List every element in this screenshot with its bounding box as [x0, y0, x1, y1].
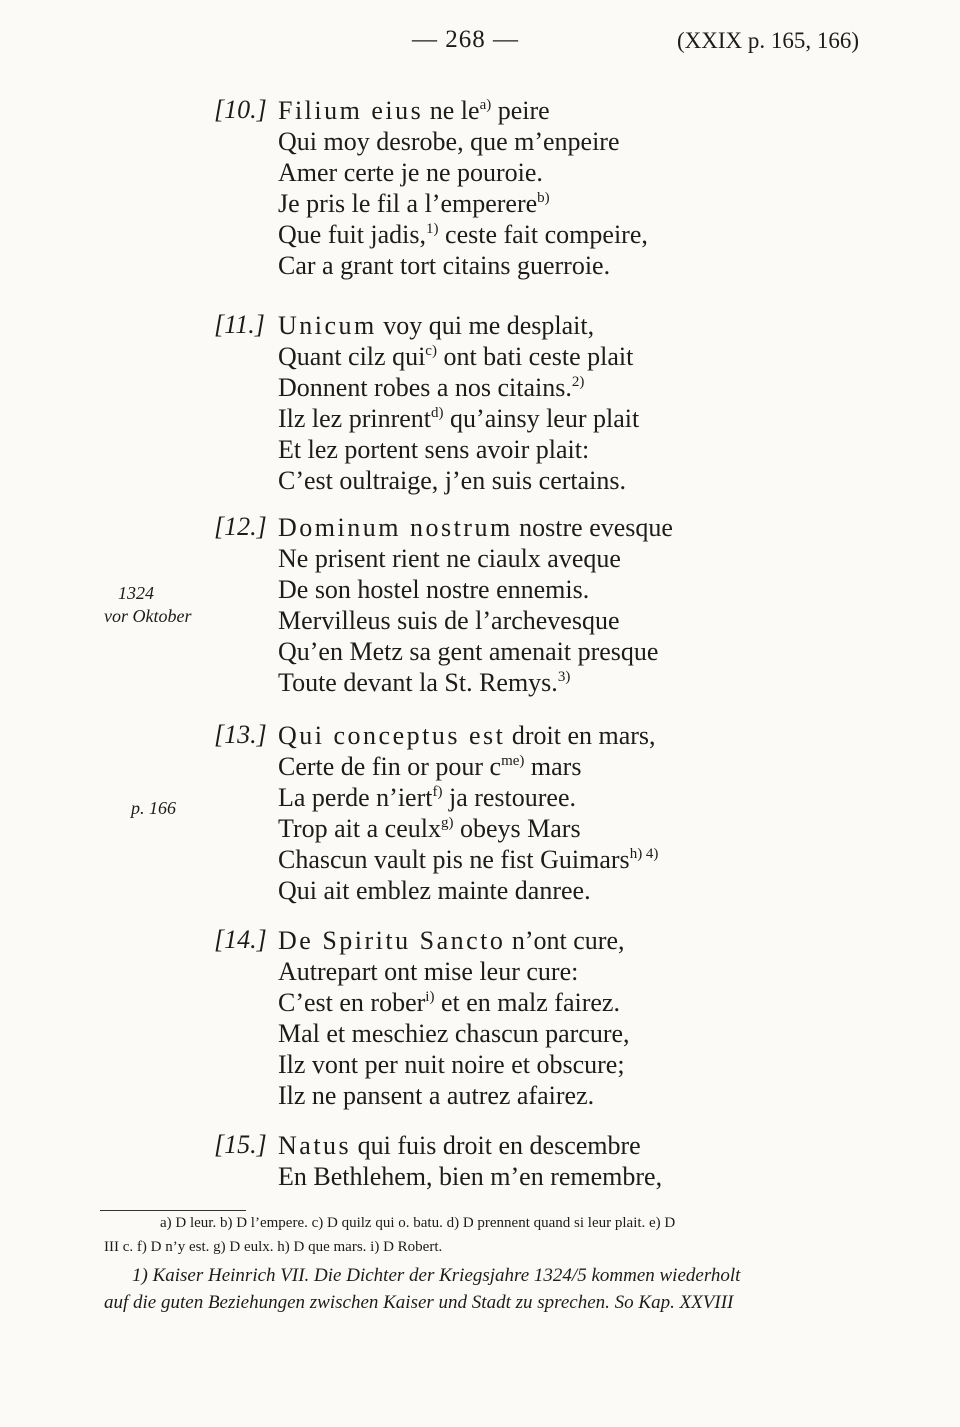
verse-line — [278, 720, 656, 751]
verse-line — [278, 341, 633, 372]
verse-line — [278, 1161, 662, 1192]
verse-line — [278, 636, 658, 667]
verse-line — [278, 605, 620, 636]
verse-text: Amer certe je ne pouroie. — [278, 158, 543, 187]
verse-text: ne le — [423, 96, 480, 125]
stanza-number: [14.] — [214, 925, 267, 954]
stanza-number: [10.] — [214, 95, 267, 124]
verse-text: Ne prisent rient ne ciaulx aveque — [278, 544, 621, 573]
verse-text: Ilz vont per nuit noire et obscure; — [278, 1050, 625, 1079]
verse-line — [278, 987, 620, 1018]
verse-text: Quant cilz qui — [278, 342, 426, 371]
verse-text: Trop ait a ceulx — [278, 814, 441, 843]
verse-line — [278, 219, 648, 250]
verse-text: Mal et meschiez chascun parcure, — [278, 1019, 630, 1048]
verse-line — [278, 1018, 630, 1049]
verse-line — [278, 667, 570, 698]
margin-date-year: 1324 — [118, 583, 154, 603]
verse-line — [278, 925, 625, 956]
verse-line — [278, 1080, 594, 1111]
footnote-line-4: auf die guten Beziehungen zwischen Kaiser und Stadt zu sprechen. So Kap. XXVIII — [104, 1292, 734, 1313]
footnote-marker: i) — [425, 989, 435, 1005]
verse-line — [278, 465, 626, 496]
footnote-marker: c) — [425, 343, 437, 359]
margin-date-text: vor Oktober — [104, 606, 192, 626]
verse-line — [278, 188, 550, 219]
verse-text: Mervilleus suis de l’archevesque — [278, 606, 620, 635]
latin-incipit: Unicum — [278, 311, 377, 340]
footnote-marker: f) — [432, 784, 443, 800]
footnote-marker: me) — [501, 753, 525, 769]
verse-line — [278, 157, 543, 188]
footnote-marker: g) — [440, 815, 454, 831]
verse-line — [278, 512, 673, 543]
verse-text: Qui ait emblez mainte danree. — [278, 876, 591, 905]
verse-text-continued: peire — [491, 96, 550, 125]
verse-text: C’est oultraige, j’en suis certains. — [278, 466, 627, 495]
latin-incipit: De Spiritu Sancto — [278, 926, 506, 955]
verse-text: droit en mars, — [505, 721, 656, 750]
verse-text: Donnent robes a nos citains. — [278, 373, 572, 402]
footnote-line-1: a) D leur. b) D l’empere. c) D quilz qui o. batu. d) D prennent quand si leur plait. e) D — [160, 1215, 676, 1231]
verse-text: Que fuit jadis, — [278, 220, 427, 249]
verse-text-continued: mars — [524, 752, 582, 781]
verse-text: C’est en rober — [278, 988, 426, 1017]
verse-text-continued: ceste fait compeire, — [438, 220, 648, 249]
verse-text: Chascun vault pis ne fist Guimars — [278, 845, 630, 874]
verse-text: Qu’en Metz sa gent amenait presque — [278, 637, 659, 666]
verse-line — [278, 310, 594, 341]
footnote-line-3: 1) Kaiser Heinrich VII. Die Dichter der Kriegsjahre 1324/5 kommen wiederholt — [132, 1265, 741, 1286]
footnote-marker: h) 4) — [629, 846, 659, 862]
latin-incipit: Natus — [278, 1131, 352, 1160]
stanza-number: [12.] — [214, 512, 267, 541]
latin-incipit: Dominum nostrum — [278, 513, 513, 542]
verse-line — [278, 844, 658, 875]
verse-text: La perde n’iert — [278, 783, 433, 812]
latin-incipit: Filium eius — [278, 96, 424, 125]
verse-line — [278, 574, 589, 605]
verse-text: qui fuis droit en descembre — [351, 1131, 641, 1160]
margin-page-ref: p. 166 — [131, 798, 176, 818]
footnote-marker: 1) — [426, 221, 439, 237]
footnote-marker: 3) — [557, 669, 571, 685]
stanza-number: [11.] — [214, 310, 265, 339]
page-number: — 268 — — [412, 26, 519, 53]
stanza-number: [13.] — [214, 720, 267, 749]
verse-text: Et lez portent sens avoir plait: — [278, 435, 590, 464]
verse-text: Je pris le fil a l’emperere — [278, 189, 538, 218]
verse-text: n’ont cure, — [505, 926, 625, 955]
footnote-marker: d) — [431, 405, 444, 421]
verse-line — [278, 1130, 641, 1161]
verse-text: Qui moy desrobe, que m’enpeire — [278, 127, 620, 156]
verse-text: voy qui me desplait, — [376, 311, 595, 340]
verse-line — [278, 543, 621, 574]
verse-line — [278, 782, 576, 813]
footnote-marker: 2) — [571, 374, 585, 390]
verse-text: En Bethlehem, bien m’en remembre, — [278, 1162, 663, 1191]
verse-text: Certe de fin or pour c — [278, 752, 502, 781]
verse-text: nostre evesque — [512, 513, 673, 542]
verse-text: Car a grant tort citains guerroie. — [278, 251, 611, 280]
verse-text: Toute devant la St. Remys. — [278, 668, 558, 697]
verse-text: De son hostel nostre ennemis. — [278, 575, 590, 604]
footnote-marker: a) — [479, 97, 492, 113]
verse-line — [278, 403, 639, 434]
verse-line — [278, 875, 591, 906]
verse-line — [278, 1049, 625, 1080]
verse-text-continued: ja restouree. — [442, 783, 577, 812]
verse-text-continued: ont bati ceste plait — [436, 342, 634, 371]
footnote-rule — [100, 1210, 246, 1211]
verse-text-continued: qu’ainsy leur plait — [443, 404, 640, 433]
latin-incipit: Qui conceptus est — [278, 721, 506, 750]
page-reference: (XXIX p. 165, 166) — [677, 28, 860, 53]
verse-line — [278, 434, 589, 465]
footnote-line-2: III c. f) D n’y est. g) D eulx. h) D que mars. i) D Robert. — [104, 1239, 443, 1255]
verse-text: Ilz lez prinrent — [278, 404, 432, 433]
verse-line — [278, 813, 581, 844]
verse-text: Autrepart ont mise leur cure: — [278, 957, 579, 986]
verse-line — [278, 956, 578, 987]
verse-line — [278, 250, 610, 281]
verse-line — [278, 126, 620, 157]
verse-line — [278, 372, 584, 403]
verse-text: Ilz ne pansent a autrez afairez. — [278, 1081, 595, 1110]
verse-line — [278, 95, 550, 126]
stanza-number: [15.] — [214, 1130, 267, 1159]
verse-line — [278, 751, 581, 782]
verse-text-continued: et en malz fairez. — [434, 988, 620, 1017]
verse-text-continued: obeys Mars — [453, 814, 581, 843]
footnote-marker: b) — [537, 190, 550, 206]
